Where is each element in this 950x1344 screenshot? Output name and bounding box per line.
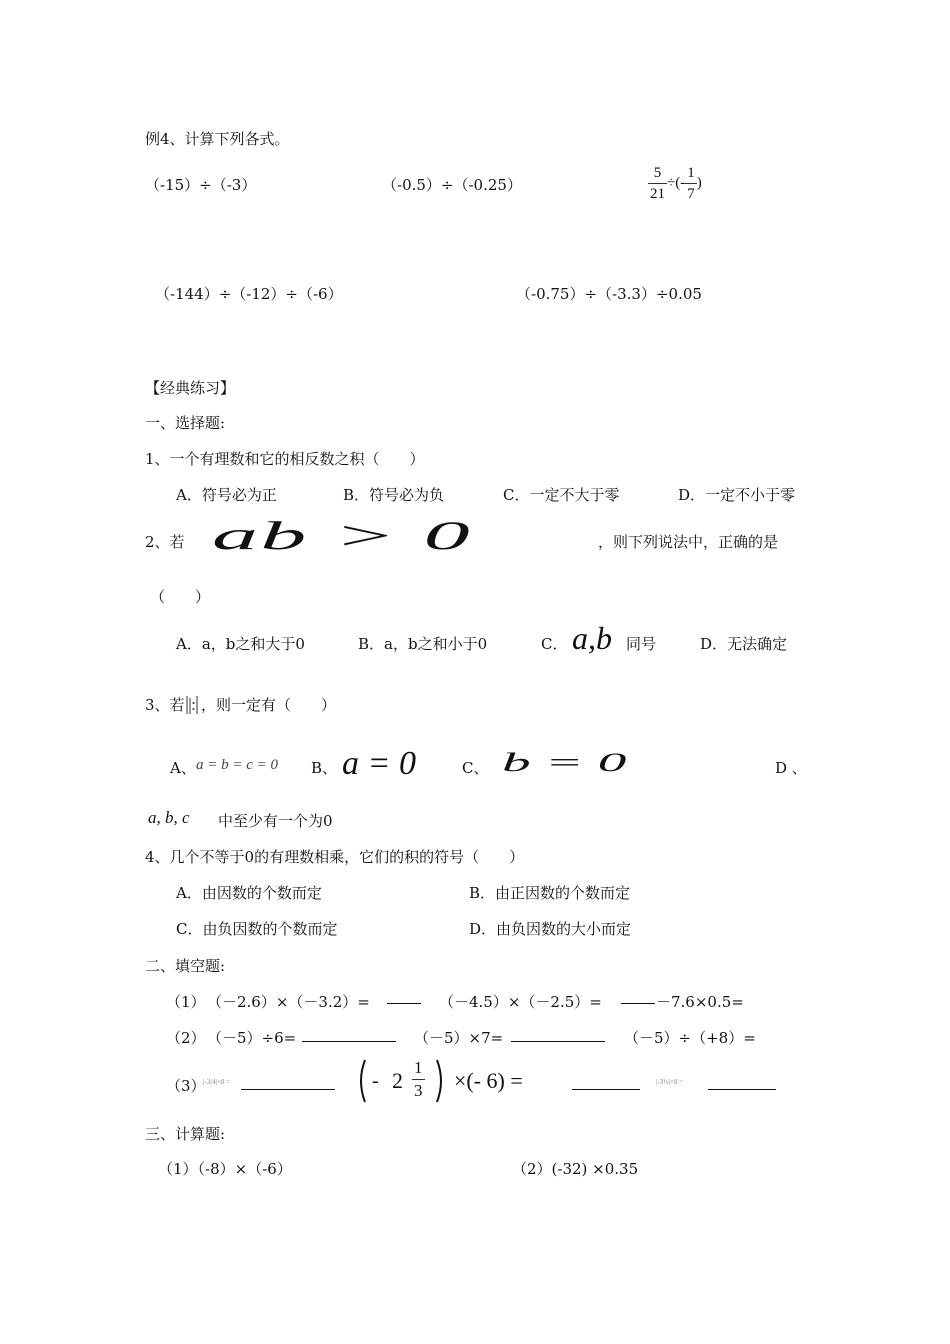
example-title: 例4、计算下列各式。 — [145, 130, 290, 148]
fill2-part2: （－5）×7= — [414, 1029, 504, 1047]
fill3-blank2[interactable] — [572, 1089, 640, 1090]
q2-paren: （ ） — [150, 588, 211, 606]
q1-option-a: A．符号必为正 — [176, 486, 277, 504]
practice-heading: 【经典练习】 — [145, 379, 236, 397]
left-paren-icon — [354, 1058, 368, 1104]
q1-option-c: C．一定不大于零 — [503, 486, 620, 504]
q2-option-a: A．a，b之和大于0 — [176, 635, 305, 653]
q2-prefix: 2、若 — [145, 533, 185, 551]
fill3-small-expr1: |-3/4|×8 = — [203, 1078, 231, 1086]
fraction-5-21: $\frac{5}{21}$ — [650, 165, 665, 202]
q3-option-b-formula: a = 0 — [342, 745, 416, 782]
q3-option-d-label: D 、 — [775, 759, 807, 777]
q4-option-a: A．由因数的个数而定 — [176, 884, 322, 902]
q1-option-b: B．符号必为负 — [343, 486, 445, 504]
q3-prefix: 3、若 — [145, 696, 185, 714]
fill1-blank2[interactable] — [621, 1003, 655, 1004]
q3-option-d-text: 中至少有一个为0 — [218, 812, 333, 830]
q2-formula: ab > 0 — [212, 513, 472, 558]
q2-option-c-formula: a,b — [572, 620, 612, 656]
fill3-label: （3） — [166, 1077, 206, 1095]
example-q5: （-0.75）÷（-3.3）÷0.05 — [516, 285, 702, 303]
absolute-value-condition-icon — [184, 694, 202, 716]
q2-option-b: B．a，b之和小于0 — [358, 635, 488, 653]
q1-option-d: D．一定不小于零 — [678, 486, 796, 504]
q4-option-c: C．由负因数的个数而定 — [176, 920, 338, 938]
section-choice: 一、选择题: — [145, 414, 226, 432]
q2-option-c-label: C． — [541, 635, 568, 653]
q2-suffix: ，则下列说法中，正确的是 — [598, 533, 779, 551]
fill1-part1: （－2.6）×（－3.2）= — [207, 993, 370, 1011]
section-calc: 三、计算题: — [145, 1125, 226, 1143]
fraction-1-3: $\frac{1}{3}$ — [414, 1058, 423, 1100]
q1-stem: 1、一个有理数和它的相反数之积（ ） — [145, 450, 425, 468]
section-fill: 二、填空题: — [145, 957, 226, 975]
q3-option-b-label: B、 — [311, 759, 338, 777]
q3-option-d-formula: a, b, c — [148, 808, 190, 827]
fill1-part2: （－4.5）×（－2.5）= — [439, 993, 602, 1011]
fill3-blank3[interactable] — [708, 1089, 776, 1090]
q3-suffix: ，则一定有（ ） — [201, 696, 337, 714]
fill2-blank1[interactable] — [302, 1041, 396, 1042]
fill1-part3: －7.6×0.5= — [656, 993, 744, 1011]
fill3-blank1[interactable] — [241, 1089, 335, 1090]
q4-option-d: D．由负因数的大小而定 — [469, 920, 632, 938]
q3-option-a-label: A、 — [170, 759, 196, 777]
example-q1: （-15）÷（-3） — [145, 176, 257, 194]
q3-condition-image — [184, 694, 202, 716]
fill1-blank1[interactable] — [387, 1003, 421, 1004]
example-q3: $\frac{5}{21}$ ÷(- $\frac{1}{7}$ ) — [650, 165, 702, 202]
q3-option-c-formula-box: b = 0 — [502, 748, 627, 777]
fill3-main-expression: - 2 $\frac{1}{3}$ ×(- 6) = — [354, 1058, 574, 1106]
q4-stem: 4、几个不等于0的有理数相乘，它们的积的符号（ ） — [145, 848, 525, 866]
example-q2: （-0.5）÷（-0.25） — [382, 176, 522, 194]
fill2-part3: （－5）÷（+8）= — [624, 1029, 756, 1047]
fill2-label: （2） — [166, 1029, 206, 1047]
fill2-part1: （－5）÷6= — [207, 1029, 297, 1047]
fill2-blank2[interactable] — [511, 1041, 605, 1042]
fill1-label: （1） — [166, 993, 206, 1011]
q3-option-c-label: C、 — [462, 759, 489, 777]
q2-option-c-text: 同号 — [626, 635, 657, 653]
right-paren-icon — [434, 1058, 448, 1104]
fill3-small-expr2: |-3½|×8 = — [656, 1078, 684, 1086]
calc-q1: （1）（-8）×（-6） — [158, 1160, 292, 1178]
q2-option-d: D．无法确定 — [700, 635, 788, 653]
example-q4: （-144）÷（-12）÷（-6） — [155, 285, 343, 303]
fraction-1-7: $\frac{1}{7}$ — [687, 165, 695, 202]
calc-q2: （2）(-32) ×0.35 — [512, 1160, 639, 1178]
q3-option-a-formula: a = b = c = 0 — [196, 757, 279, 773]
q4-option-b: B．由正因数的个数而定 — [469, 884, 631, 902]
